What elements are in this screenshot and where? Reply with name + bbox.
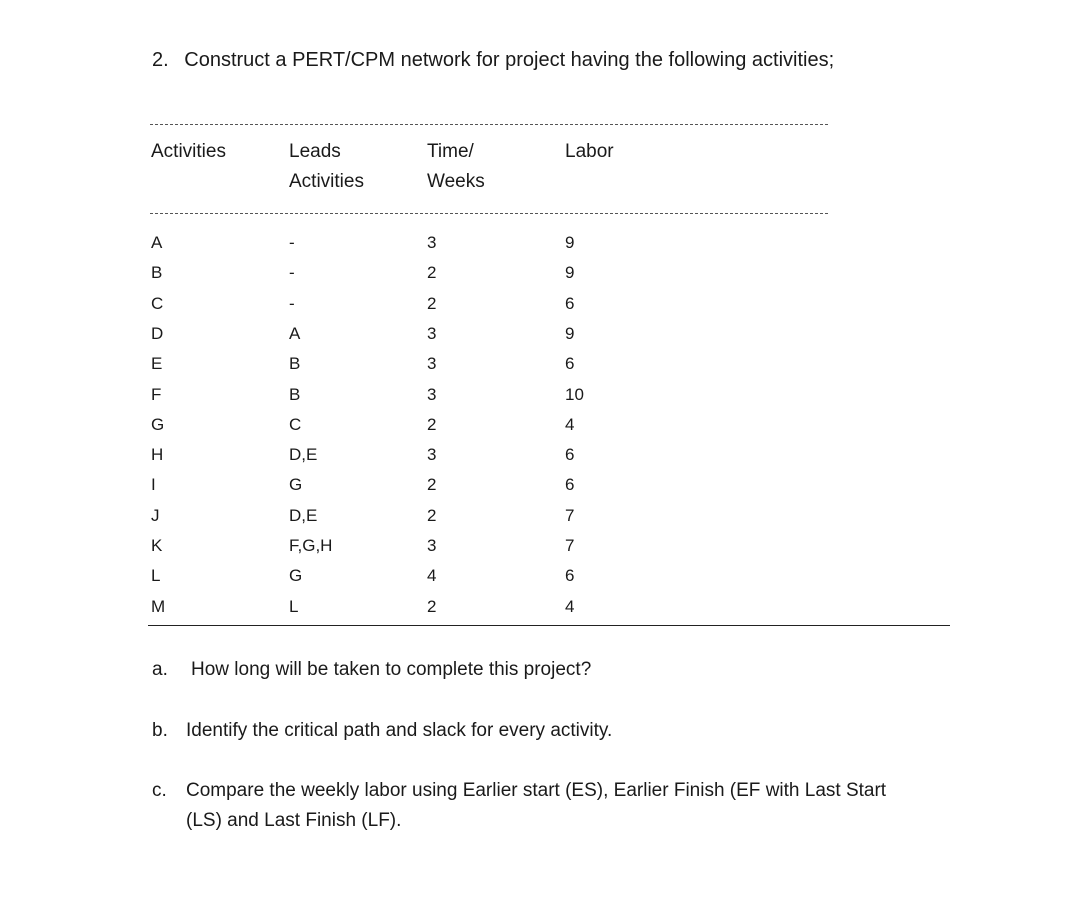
cell-leads: - xyxy=(289,294,295,313)
header-weeks: Weeks xyxy=(427,171,485,192)
subquestion-b-text: Identify the critical path and slack for every activity. xyxy=(186,720,613,741)
cell-labor: 7 xyxy=(565,506,575,525)
cell-time: 3 xyxy=(427,233,437,252)
question-text: Construct a PERT/CPM network for project having the following activities; xyxy=(184,49,835,71)
cell-labor: 4 xyxy=(565,597,575,616)
cell-activity: L xyxy=(151,566,161,585)
cell-time: 2 xyxy=(427,415,437,434)
subquestion-c-line1: Compare the weekly labor using Earlier start (ES), Earlier Finish (EF with Last Start xyxy=(186,780,887,801)
cell-time: 4 xyxy=(427,566,437,585)
cell-labor: 6 xyxy=(565,294,575,313)
cell-activity: M xyxy=(151,597,166,616)
header-labor: Labor xyxy=(565,141,614,162)
cell-activity: F xyxy=(151,385,162,404)
cell-time: 2 xyxy=(427,263,437,282)
cell-time: 2 xyxy=(427,475,437,494)
cell-time: 3 xyxy=(427,354,437,373)
subquestion-b-label: b. xyxy=(152,720,168,741)
cell-activity: E xyxy=(151,354,163,373)
cell-activity: D xyxy=(151,324,164,343)
subquestion-c-line2: (LS) and Last Finish (LF). xyxy=(186,810,402,831)
subquestion-c-label: c. xyxy=(152,780,167,801)
cell-labor: 9 xyxy=(565,324,575,343)
subquestion-a-label: a. xyxy=(152,659,168,680)
cell-activity: H xyxy=(151,445,164,464)
cell-labor: 6 xyxy=(565,475,575,494)
cell-time: 2 xyxy=(427,506,437,525)
table-top-divider xyxy=(150,124,828,125)
cell-leads: B xyxy=(289,385,301,404)
cell-leads: - xyxy=(289,263,295,282)
cell-labor: 7 xyxy=(565,536,575,555)
cell-time: 2 xyxy=(427,294,437,313)
cell-labor: 6 xyxy=(565,566,575,585)
cell-activity: K xyxy=(151,536,163,555)
cell-activity: A xyxy=(151,233,163,252)
cell-labor: 10 xyxy=(565,385,584,404)
cell-time: 3 xyxy=(427,536,437,555)
cell-leads: D,E xyxy=(289,506,318,525)
cell-leads: - xyxy=(289,233,295,252)
cell-leads: G xyxy=(289,566,303,585)
header-leads-activities: Activities xyxy=(289,171,364,192)
cell-leads: L xyxy=(289,597,299,616)
table-header-divider xyxy=(150,213,828,214)
subquestion-a-text: How long will be taken to complete this project? xyxy=(191,659,592,680)
cell-time: 3 xyxy=(427,385,437,404)
cell-time: 3 xyxy=(427,445,437,464)
cell-activity: C xyxy=(151,294,164,313)
cell-leads: C xyxy=(289,415,302,434)
cell-leads: A xyxy=(289,324,301,343)
table-bottom-rule xyxy=(148,625,950,626)
cell-labor: 6 xyxy=(565,354,575,373)
cell-leads: G xyxy=(289,475,303,494)
cell-activity: B xyxy=(151,263,163,282)
cell-leads: B xyxy=(289,354,301,373)
cell-time: 2 xyxy=(427,597,437,616)
cell-labor: 4 xyxy=(565,415,575,434)
cell-activity: I xyxy=(151,475,156,494)
cell-labor: 9 xyxy=(565,233,575,252)
cell-time: 3 xyxy=(427,324,437,343)
question-number: 2. xyxy=(152,49,169,71)
cell-labor: 9 xyxy=(565,263,575,282)
header-time: Time/ xyxy=(427,141,474,162)
cell-leads: F,G,H xyxy=(289,536,333,555)
header-leads: Leads xyxy=(289,141,341,162)
cell-leads: D,E xyxy=(289,445,318,464)
cell-activity: J xyxy=(151,506,160,525)
cell-labor: 6 xyxy=(565,445,575,464)
header-activities: Activities xyxy=(151,141,226,162)
cell-activity: G xyxy=(151,415,165,434)
question-title xyxy=(152,49,834,72)
